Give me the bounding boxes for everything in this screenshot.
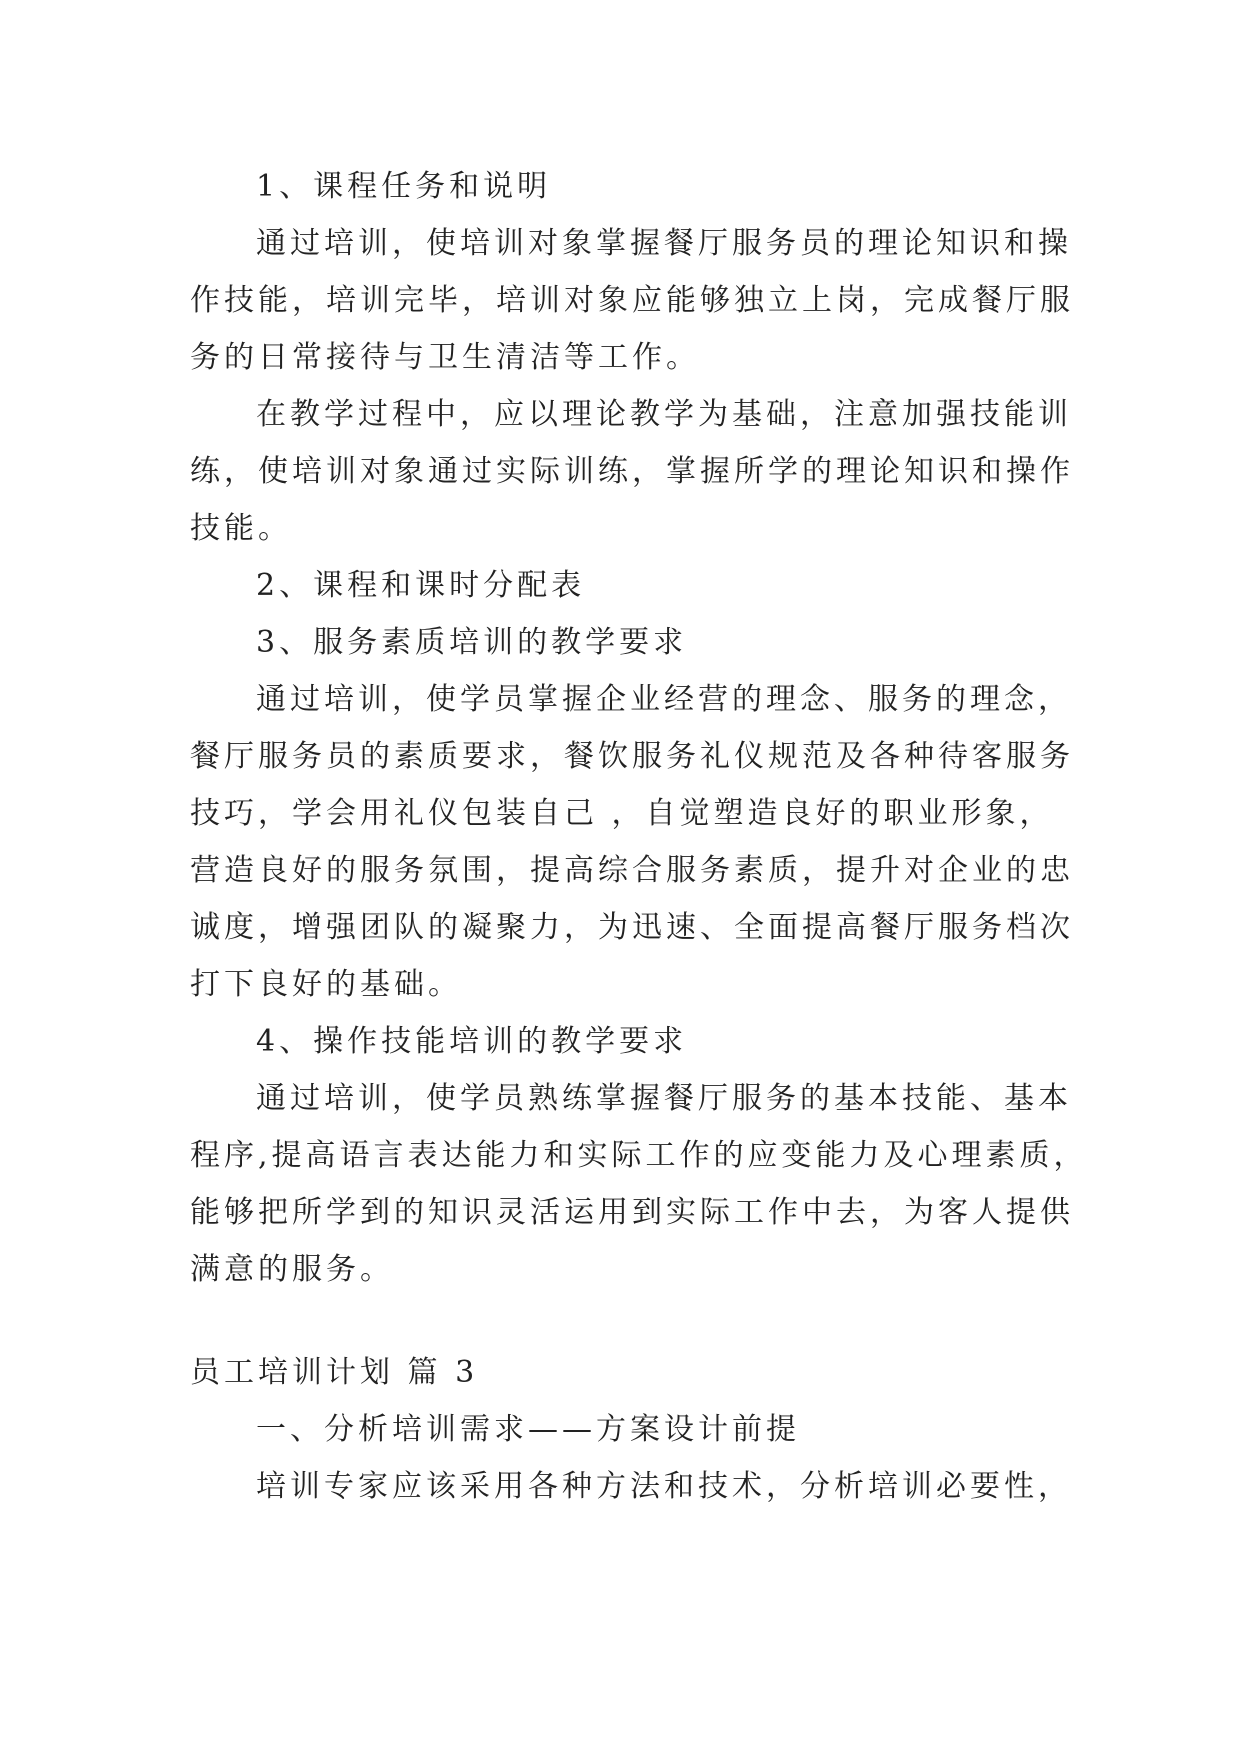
text-line: 能够把所学到的知识灵活运用到实际工作中去，为客人提供 [190,1195,1074,1230]
text-line: 在教学过程中，应以理论教学为基础，注意加强技能训 [256,397,1072,432]
heading-operation-skill [190,1013,1070,1070]
text-line: 一、分析培训需求——方案设计前提 [256,1412,800,1447]
text-line: 培训专家应该采用各种方法和技术，分析培训必要性， [256,1469,1072,1504]
text-line: 餐厅服务员的素质要求，餐饮服务礼仪规范及各种待客服务 [190,739,1074,774]
paragraph-needs-analysis [190,1458,1070,1515]
text-line: 打下良好的基础。 [190,967,462,1002]
text-line: 诚度，增强团队的凝聚力，为迅速、全面提高餐厅服务档次 [190,910,1074,945]
paragraph-teaching-process [190,386,1074,557]
text-line: 技巧，学会用礼仪包装自己 ，自觉塑造良好的职业形象， [190,796,1054,831]
heading-needs-analysis [190,1401,1070,1458]
text-line: 1、课程任务和说明 [256,169,552,204]
text-line: 练，使培训对象通过实际训练，掌握所学的理论知识和操作 [190,454,1074,489]
paragraph-training-goal [190,215,1074,386]
text-line: 营造良好的服务氛围，提高综合服务素质，提升对企业的忠 [190,853,1074,888]
section-spacer [190,1298,1070,1344]
text-line: 满意的服务。 [190,1252,394,1287]
paragraph-service-quality [190,671,1074,1013]
text-line: 务的日常接待与卫生清洁等工作。 [190,340,700,375]
section-title: 员工培训计划 篇 3 [190,1355,479,1390]
text-line: 4、操作技能培训的教学要求 [256,1024,688,1059]
text-line: 作技能，培训完毕，培训对象应能够独立上岗，完成餐厅服 [190,283,1074,318]
heading-service-quality [190,614,1070,671]
text-line: 技能。 [190,511,292,546]
heading-course-task [190,158,1070,215]
text-line: 通过培训，使学员掌握企业经营的理念、服务的理念， [256,682,1072,717]
text-line: 通过培训，使培训对象掌握餐厅服务员的理论知识和操 [256,226,1072,261]
text-line: 2、课程和课时分配表 [256,568,586,603]
document-content [190,158,1088,1515]
text-line: 通过培训，使学员熟练掌握餐厅服务的基本技能、基本 [256,1081,1072,1116]
text-line: 3、服务素质培训的教学要求 [256,625,688,660]
heading-course-hours [190,557,1070,614]
text-line: 程序,提高语言表达能力和实际工作的应变能力及心理素质， [190,1138,1088,1173]
paragraph-operation-skill [190,1070,1088,1298]
